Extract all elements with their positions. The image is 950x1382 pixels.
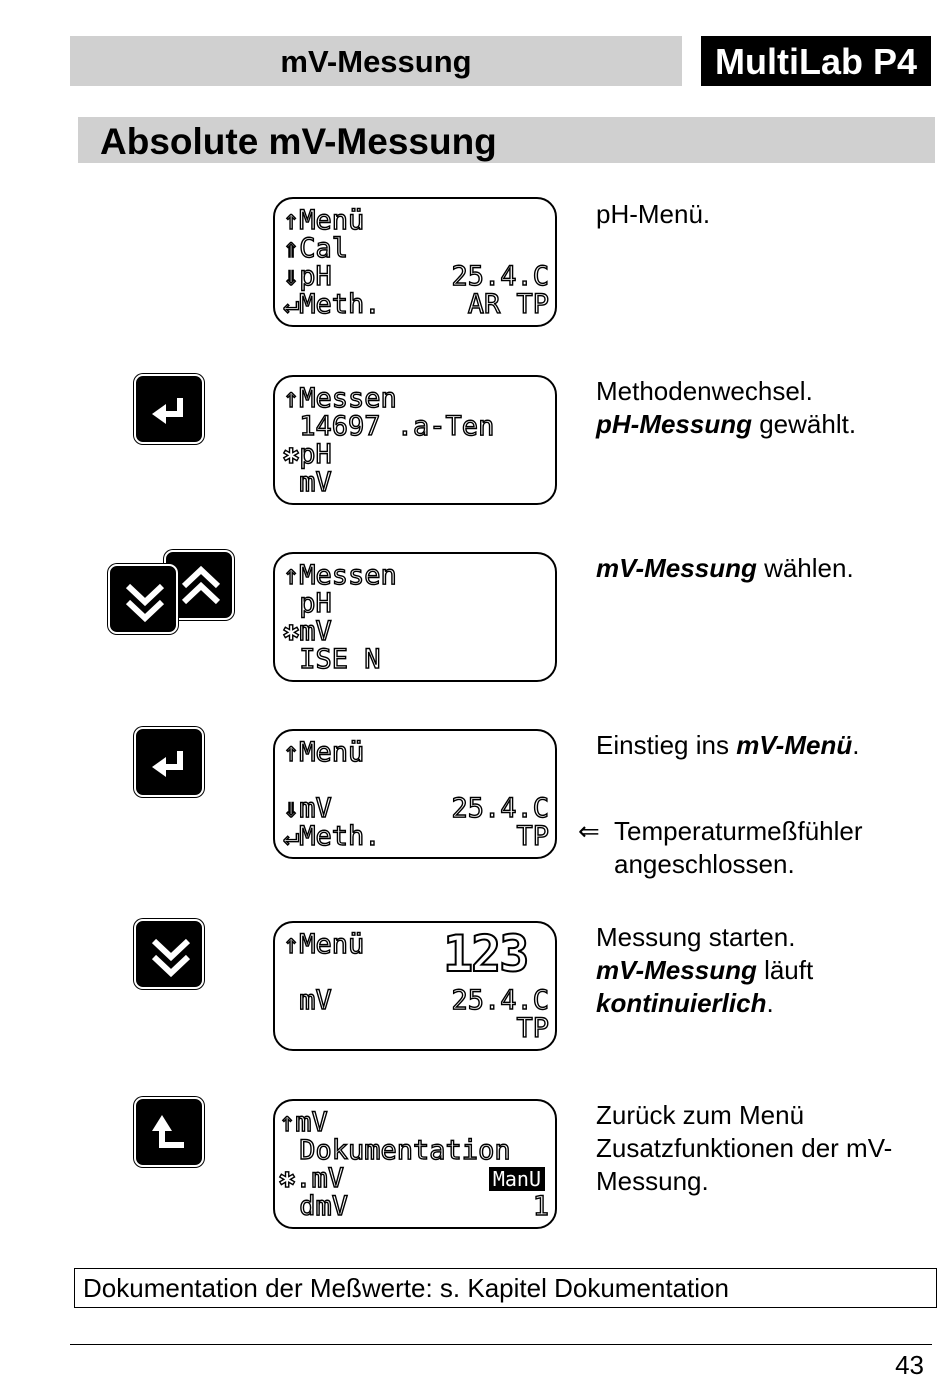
lcd-display-method-select <box>273 375 557 505</box>
back-arrow-key-icon[interactable] <box>134 1097 204 1167</box>
lcd-line: pH <box>283 588 332 619</box>
step-description: mV-Messung wählen. <box>596 553 854 583</box>
lcd-line: ISE N <box>283 644 381 675</box>
lcd-display-mv-measure <box>273 921 557 1051</box>
lcd-line: dmV 1 <box>283 1191 549 1222</box>
lcd-line: ↵Meth. AR TP <box>283 289 549 320</box>
lcd-line: TP <box>516 1013 549 1044</box>
step-description: Methodenwechsel. pH-Messung gewählt. <box>596 376 857 439</box>
lcd-display-mv-functions <box>273 1099 557 1229</box>
lcd-line: ⇑Cal <box>283 233 349 264</box>
lcd-line: mV <box>283 467 332 498</box>
lcd-display-mv-select <box>273 552 557 682</box>
down-chevron-key-icon[interactable] <box>134 919 204 989</box>
lcd-line: ↑Messen <box>283 383 397 414</box>
lcd-display-mv-menu <box>273 729 557 859</box>
lcd-display-ph-menu <box>273 197 557 327</box>
left-arrow-icon: ⇐ <box>578 816 600 846</box>
step-description: Zurück zum Menü Zusatzfunktionen der mV- Messung. <box>596 1100 893 1196</box>
enter-key-icon[interactable] <box>134 374 204 444</box>
step-description: Messung starten. mV-Messung läuft kontinuierlich. <box>596 922 814 1018</box>
lcd-line: Dokumentation <box>283 1135 511 1166</box>
lcd-line: ✱.mV <box>279 1163 345 1194</box>
lcd-line: ↑Menü <box>283 737 365 768</box>
product-badge: MultiLab P4 <box>701 36 931 86</box>
section-header: mV-Messung <box>70 36 682 86</box>
lcd-line: ⇓pH 25.4.C <box>283 261 549 292</box>
step-description: Einstieg ins mV-Menü. <box>596 730 860 760</box>
page-title: Absolute mV-Messung <box>100 121 497 162</box>
down-chevron-key-icon[interactable] <box>108 564 178 634</box>
lcd-line: ↑mV <box>279 1107 328 1138</box>
step-description: pH-Menü. <box>596 199 711 229</box>
lcd-line: ↑Menü <box>283 929 365 960</box>
lcd-line: ↑Messen <box>283 560 397 591</box>
footer-divider <box>70 1344 932 1345</box>
lcd-measured-value: 123 <box>443 925 528 983</box>
lcd-line: ✱mV <box>283 616 332 647</box>
lcd-line: ⇓mV 25.4.C <box>283 793 549 824</box>
lcd-line: ✱pH <box>283 439 332 470</box>
lcd-line: ↑Menü <box>283 205 365 236</box>
lcd-inverted-value: ManU <box>489 1167 545 1191</box>
lcd-line: mV 25.4.C <box>283 985 549 1016</box>
page-title-bar <box>78 117 935 163</box>
lcd-line: ↵Meth. TP <box>283 821 549 852</box>
lcd-line: 14697 .a-Ten <box>283 411 495 442</box>
enter-key-icon[interactable] <box>134 727 204 797</box>
documentation-note: Dokumentation der Meßwerte: s. Kapitel Dokumentation <box>74 1268 937 1308</box>
page-number: 43 <box>895 1350 924 1380</box>
